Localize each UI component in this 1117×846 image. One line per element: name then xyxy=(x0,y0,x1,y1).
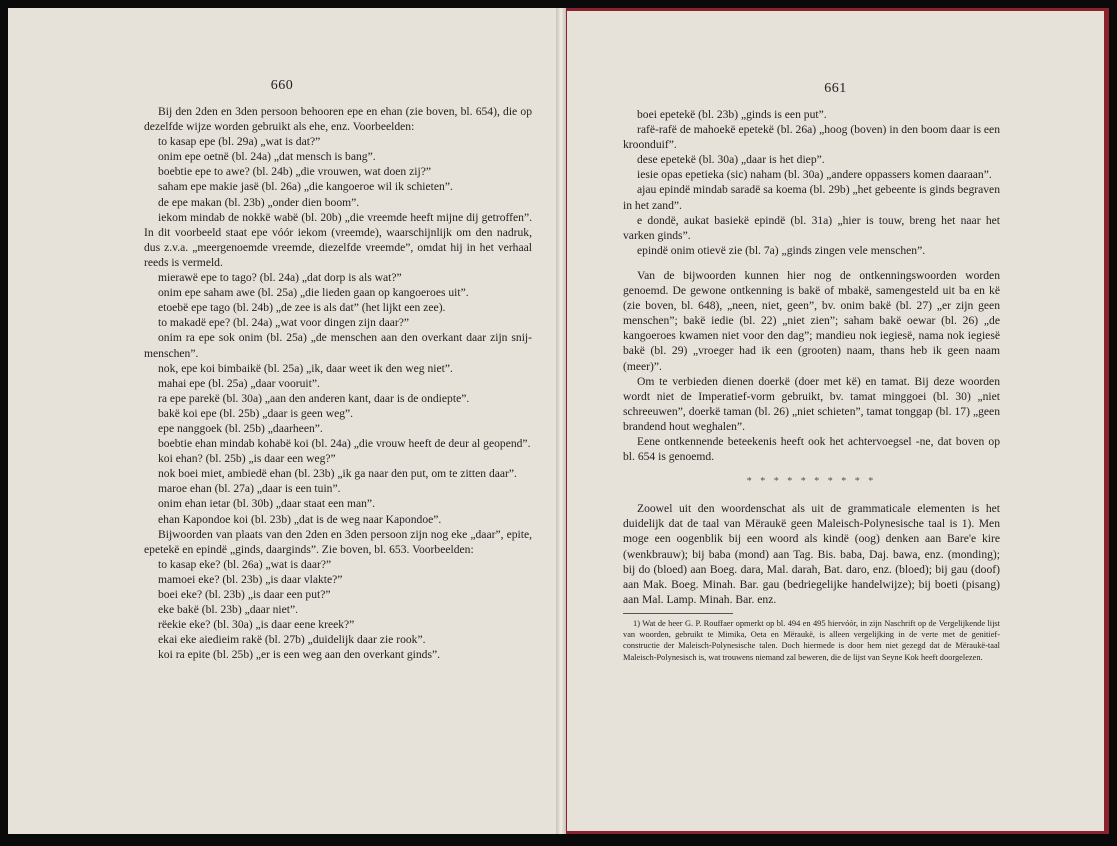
example-line: ekai eke aiedieim rakë (bl. 27b) „duidelijk daar zie rook”. xyxy=(158,633,426,647)
paragraph: Zoowel uit den woordenschat als uit de grammaticale elementen is het duidelijk dat de taal van Mëraukë geen Maleisch-Polynesische taal is 1). Men moge een oogenblik bij een woord als kindë (oog) denken aan Bare'e kire (wenkbrauw); bij baba (mond) aan Tag. Bis. baba, Daj. bawa, enz. (monding); bij do (bloed) aan Boeg. dara, Mal. darah, Bat. daro, enz. (bloed); bij gau (doof) aan Mak. Boeg. Minah. Bar. gau (bedriegelijke handelwijze); bij boeti (pisang) aan Mal. Lamp. Minah. Bar. enz. xyxy=(623,502,1000,606)
left-page-number: 660 xyxy=(270,78,294,93)
paragraph: Eene ontkennende beteekenis heeft ook het achtervoegsel -ne, dat boven op bl. 654 is genoemd. xyxy=(623,434,1000,464)
example-line: epe nanggoek (bl. 25b) „daarheen”. xyxy=(158,421,323,435)
right-page-number: 661 xyxy=(824,81,847,96)
example-line: koi ra epite (bl. 25b) „er is een weg aan den overkant ginds”. xyxy=(158,648,441,662)
example-line: nok boei miet, ambiedë ehan (bl. 23b) „ik ga naar den put, om te zitten daar”. xyxy=(158,467,517,481)
example-line: onim epe oetnë (bl. 24a) „dat mensch is bang”. xyxy=(158,150,376,164)
right-page xyxy=(566,8,1109,834)
example-line: ehan Kapondoe koi (bl. 23b) „dat is de weg naar Kapondoe”. xyxy=(158,512,442,526)
example-line: rëekie eke? (bl. 30a) „is daar eene kreek?” xyxy=(158,618,355,632)
footnote-text: 1) Wat de heer G. P. Rouffaer opmerkt op bl. 494 en 495 hiervóór, in zijn Naschrift op de Vergelijkende lijst van woorden, gebruikt te Mimika, Oeta en Mëraukë, is alleen vergelijking in de verte met de genitief-constructie der Maleisch-Polynesische talen. Doch hiermede is door hem niet gezegd dat de Mëraukë-taal Maleisch-Polynesisch is, wat trouwens niemand zal beweren, die de lijst van Seyne Kok heeft doorgelezen. xyxy=(623,618,1000,662)
example-line: mierawë epe to tago? (bl. 24a) „dat dorp is als wat?” xyxy=(158,271,402,285)
example-line: to kasap epe (bl. 29a) „wat is dat?” xyxy=(158,135,321,149)
paragraph: Bij den 2den en 3den persoon behooren epe en ehan (zie boven, bl. 654), die op dezelfde wijze worden gebruikt als ehe, enz. Voorbeelden: xyxy=(144,105,532,134)
example-line: to makadë epe? (bl. 24a) „wat voor dingen zijn daar?” xyxy=(158,316,410,330)
paragraph: Bijwoorden van plaats van den 2den en 3den persoon zijn nog eke „daar”, epite, epetekë en epindë „ginds, daarginds”. Zie boven, bl. 653. Voorbeelden: xyxy=(144,527,532,556)
paragraph: Van de bijwoorden kunnen hier nog de ontkenningswoorden worden genoemd. De gewone ontkenning is bakë of mbakë, samengesteld uit ba en kë (zie boven, bl. 648), „neen, niet, geen”, bv. onim bakë (bl. 27) „er zijn geen menschen”; bakë iedie (bl. 22) „niet zien”; saham bakë oewar (bl. 26) „de kangoeroes kwamen niet voor den dag”; mandieu nok iegiesë, nama nok iegiesë bakë (bl. 29) „vroeger had ik een (grooten) naam, thans heb ik geen naam (meer)”. xyxy=(623,268,1000,373)
example-line: nok, epe koi bimbaikë (bl. 25a) „ik, daar weet ik den weg niet”. xyxy=(158,361,453,375)
example-line: maroe ehan (bl. 27a) „daar is een tuin”. xyxy=(158,482,341,496)
example-line: etoebë epe tago (bl. 24b) „de zee is als dat” (het lijkt een zee). xyxy=(158,301,446,315)
example-line: ra epe parekë (bl. 30a) „aan den anderen kant, daar is de ondiepte”. xyxy=(158,391,470,405)
paragraph: Om te verbieden dienen doerkë (doer met kë) en tamat. Bij deze woorden wordt niet de Imperatief-vorm gebruikt, bv. tamat minggoei (bl. 30) „niet schreeuwen”, doerkë taman (bl. 26) „niet schieten”, tamat tonggap (bl. 17) „geen brandend hout weghalen”. xyxy=(623,374,1000,433)
example-line: boebtie epe to awe? (bl. 24b) „die vrouwen, wat doen zij?” xyxy=(158,165,431,179)
example-line: e dondë, aukat basiekë epindë (bl. 31a) „hier is touw, breng het naar het varken ginds”. xyxy=(623,213,1000,242)
footnote-rule xyxy=(623,613,733,614)
footnote xyxy=(623,618,1000,663)
left-page xyxy=(8,8,556,834)
section-divider: * * * * * * * * * * xyxy=(746,476,877,488)
example-line: bakë koi epe (bl. 25b) „daar is geen weg”. xyxy=(158,406,354,420)
example-line: iekom mindab de nokkë wabë (bl. 20b) „die vreemde heeft mijne dij getroffen”. In dit voorbeeld staat epe vóór iekom (vreemde), waarschijnlijk om den nadruk, dus z.v.a. „meergenoemde vreemde, diezelfde vreemde”, omdat hij in het verhaal reeds is vermeld. xyxy=(144,210,532,269)
example-line: mahai epe (bl. 25a) „daar vooruit”. xyxy=(158,376,320,390)
example-line: saham epe makie jasë (bl. 26a) „die kangoeroe wil ik schieten”. xyxy=(158,180,453,194)
book-gutter xyxy=(556,8,566,834)
example-line: onim ehan ietar (bl. 30b) „daar staat een man”. xyxy=(158,497,375,511)
example-line: onim ra epe sok onim (bl. 25a) „de menschen aan den overkant daar zijn snij-menschen”. xyxy=(144,331,532,360)
right-page-text xyxy=(623,107,1000,663)
example-line: boebtie ehan mindab kohabë koi (bl. 24a) „die vrouw heeft de deur al geopend”. xyxy=(158,437,531,451)
example-line: rafë-rafë de mahoekë epetekë (bl. 26a) „hoog (boven) in den boom daar is een kroonduif”. xyxy=(623,123,1000,152)
example-line: eke bakë (bl. 23b) „daar niet”. xyxy=(158,603,299,617)
example-line: boei epetekë (bl. 23b) „ginds is een put”. xyxy=(637,108,827,121)
example-line: koi ehan? (bl. 25b) „is daar een weg?” xyxy=(158,452,336,466)
left-page-text xyxy=(144,104,532,662)
example-line: onim epe saham awe (bl. 25a) „die lieden gaan op kangoeroes uit”. xyxy=(158,286,469,300)
example-line: to kasap eke? (bl. 26a) „wat is daar?” xyxy=(158,557,332,571)
example-line: iesie opas epetieka (sic) naham (bl. 30a) „andere oppassers komen daaraan”. xyxy=(637,168,992,182)
example-line: mamoei eke? (bl. 23b) „is daar vlakte?” xyxy=(158,572,343,586)
example-line: boei eke? (bl. 23b) „is daar een put?” xyxy=(158,588,331,601)
example-line: dese epetekë (bl. 30a) „daar is het diep”. xyxy=(637,153,825,167)
example-line: de epe makan (bl. 23b) „onder dien boom”. xyxy=(158,195,360,209)
example-line: ajau epindë mindab saradë sa koema (bl. 29b) „het gebeente is ginds begraven in het zand”. xyxy=(623,183,1000,212)
example-line: epindë onim otievë zie (bl. 7a) „ginds zingen vele menschen”. xyxy=(637,243,926,257)
